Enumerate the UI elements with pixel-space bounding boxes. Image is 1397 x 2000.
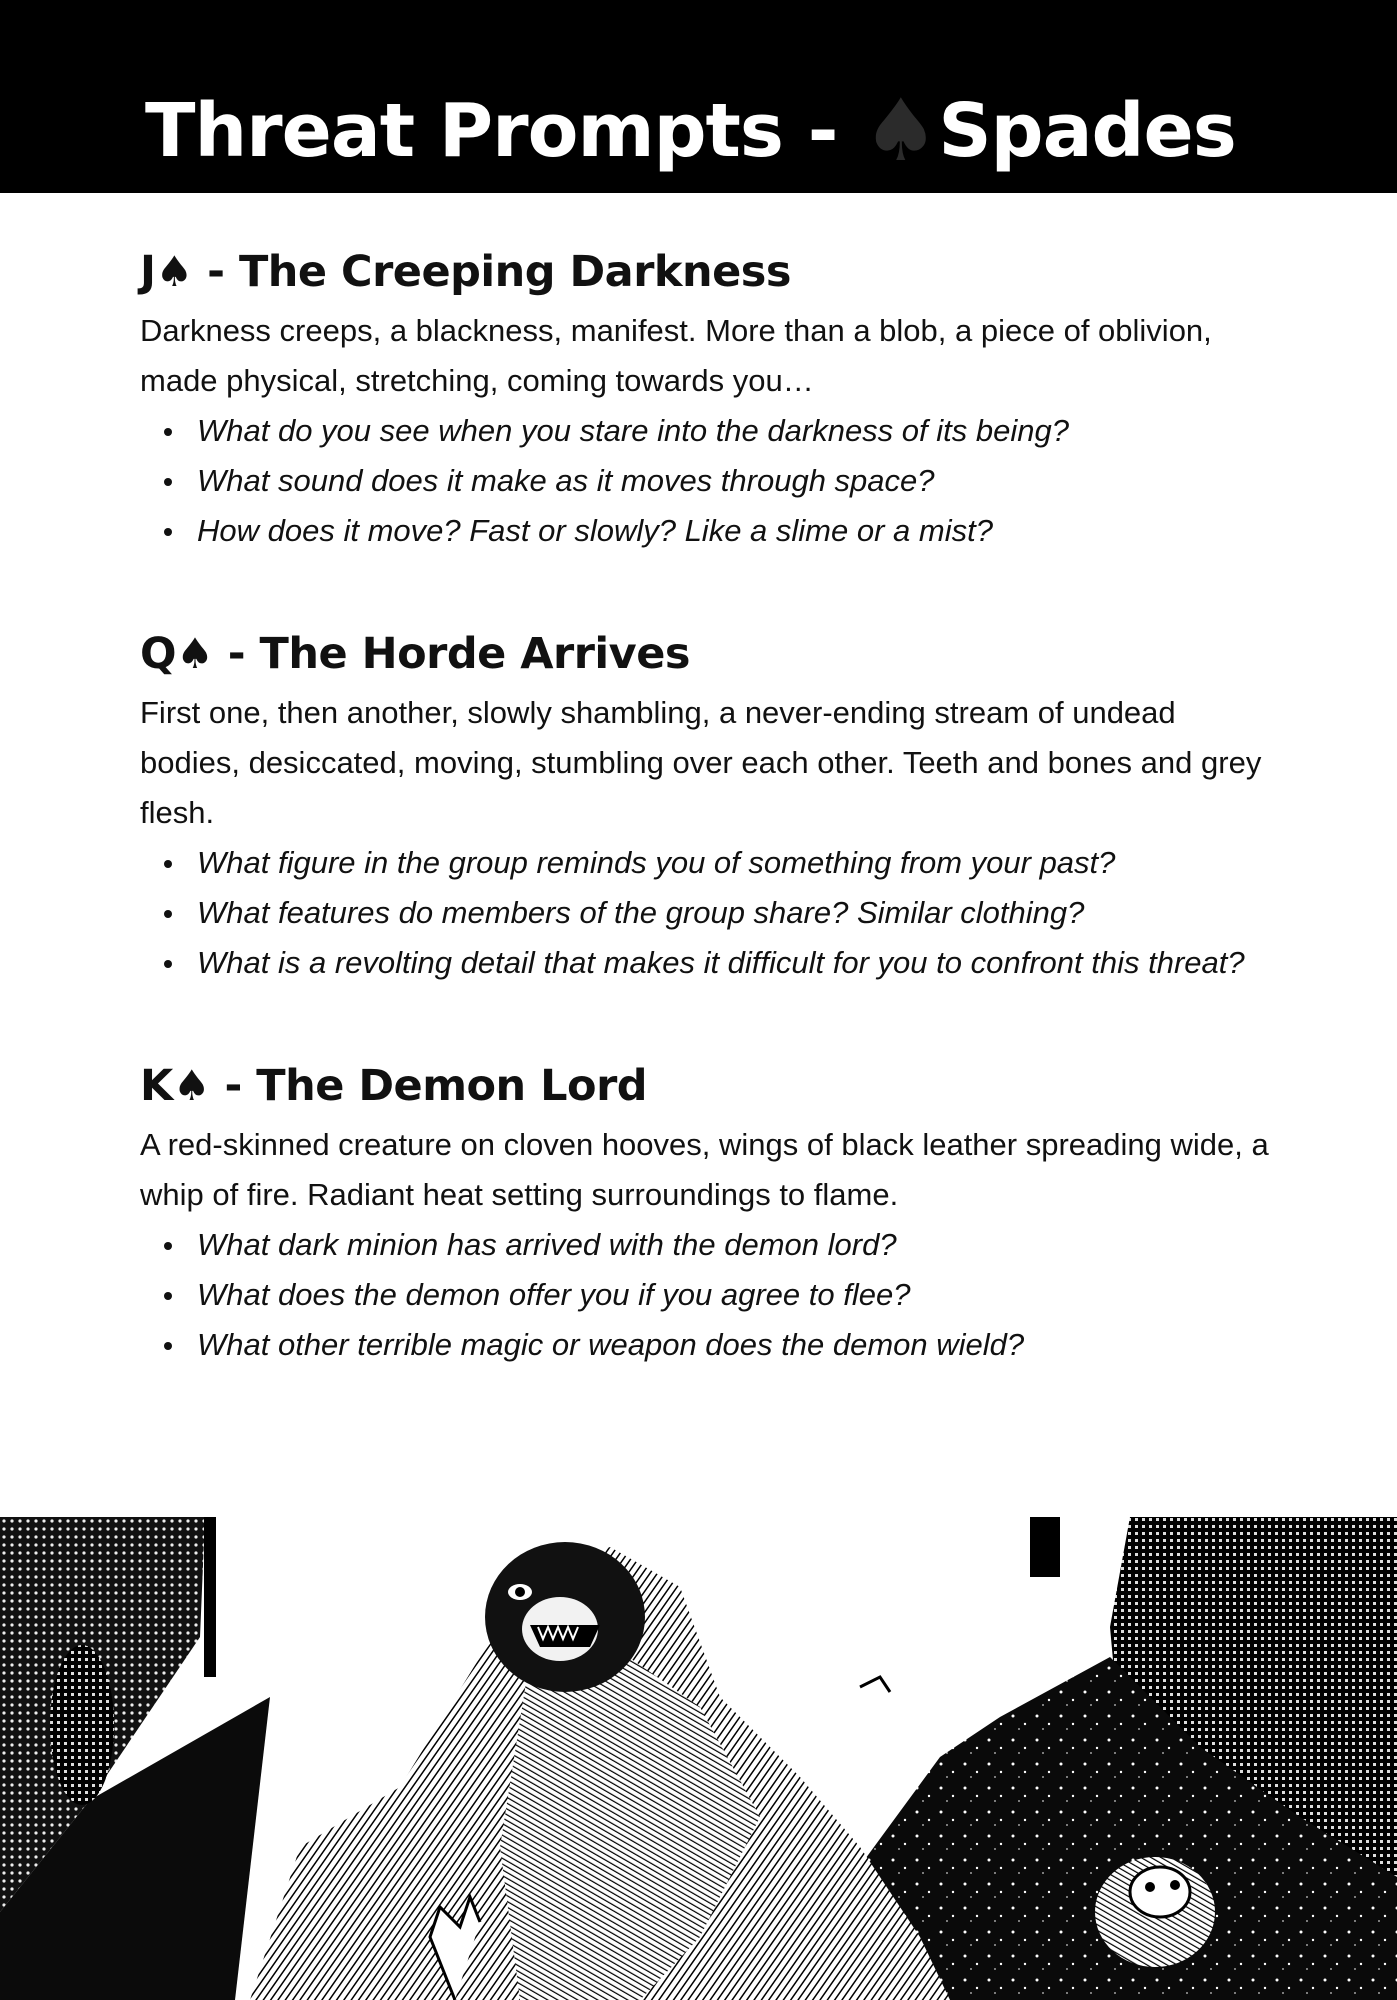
threat-name: - The Demon Lord [209,1061,648,1111]
prompt-item: What do you see when you stare into the darkness of its being? [197,406,1270,456]
prompt-item: What does the demon offer you if you agree to flee? [197,1270,1270,1320]
threat-description: A red-skinned creature on cloven hooves, wings of black leather spreading wide, a whip of fire. Radiant heat setting surroundings to flame. [140,1127,1269,1212]
spade-icon: ♠ [176,629,214,678]
card-rank: J [140,247,156,297]
prompt-item: What other terrible magic or weapon does the demon wield? [197,1320,1270,1370]
spade-icon: ♠ [155,247,193,296]
card-rank: Q [140,629,177,679]
threat-section-king [140,1058,1270,1370]
threat-description: First one, then another, slowly shambling, a never-ending stream of undead bodies, desiccated, moving, stumbling over each other. Teeth and bones and grey flesh. [140,695,1262,830]
threat-section-queen [140,626,1270,988]
prompt-item: What sound does it make as it moves through space? [197,456,1270,506]
page-title [145,81,1236,181]
threat-section-jack [140,244,1270,556]
prompt-item: How does it move? Fast or slowly? Like a slime or a mist? [197,506,1270,556]
page-header [0,0,1397,193]
threat-description: Darkness creeps, a blackness, manifest. More than a blob, a piece of oblivion, made physical, stretching, coming towards you… [140,313,1212,398]
illustration-image [0,1517,1397,2000]
prompt-item: What features do members of the group share? Similar clothing? [197,888,1270,938]
threat-name: - The Horde Arrives [213,629,690,679]
prompt-list [140,1220,1270,1370]
card-rank: K [140,1061,173,1111]
spade-icon: ♠ [172,1061,210,1110]
threat-heading [140,1058,1270,1114]
prompt-item: What figure in the group reminds you of something from your past? [197,838,1270,888]
prompt-list [140,406,1270,556]
threat-heading [140,244,1270,300]
spade-icon: ♠ [862,81,939,181]
prompt-item: What dark minion has arrived with the demon lord? [197,1220,1270,1270]
threat-name: - The Creeping Darkness [192,247,791,297]
prompt-list [140,838,1270,988]
title-suffix: Spades [938,88,1236,174]
title-prefix: Threat Prompts - [145,88,863,174]
threat-heading [140,626,1270,682]
prompt-item: What is a revolting detail that makes it difficult for you to confront this threat? [197,938,1270,988]
threat-list [140,244,1270,1440]
